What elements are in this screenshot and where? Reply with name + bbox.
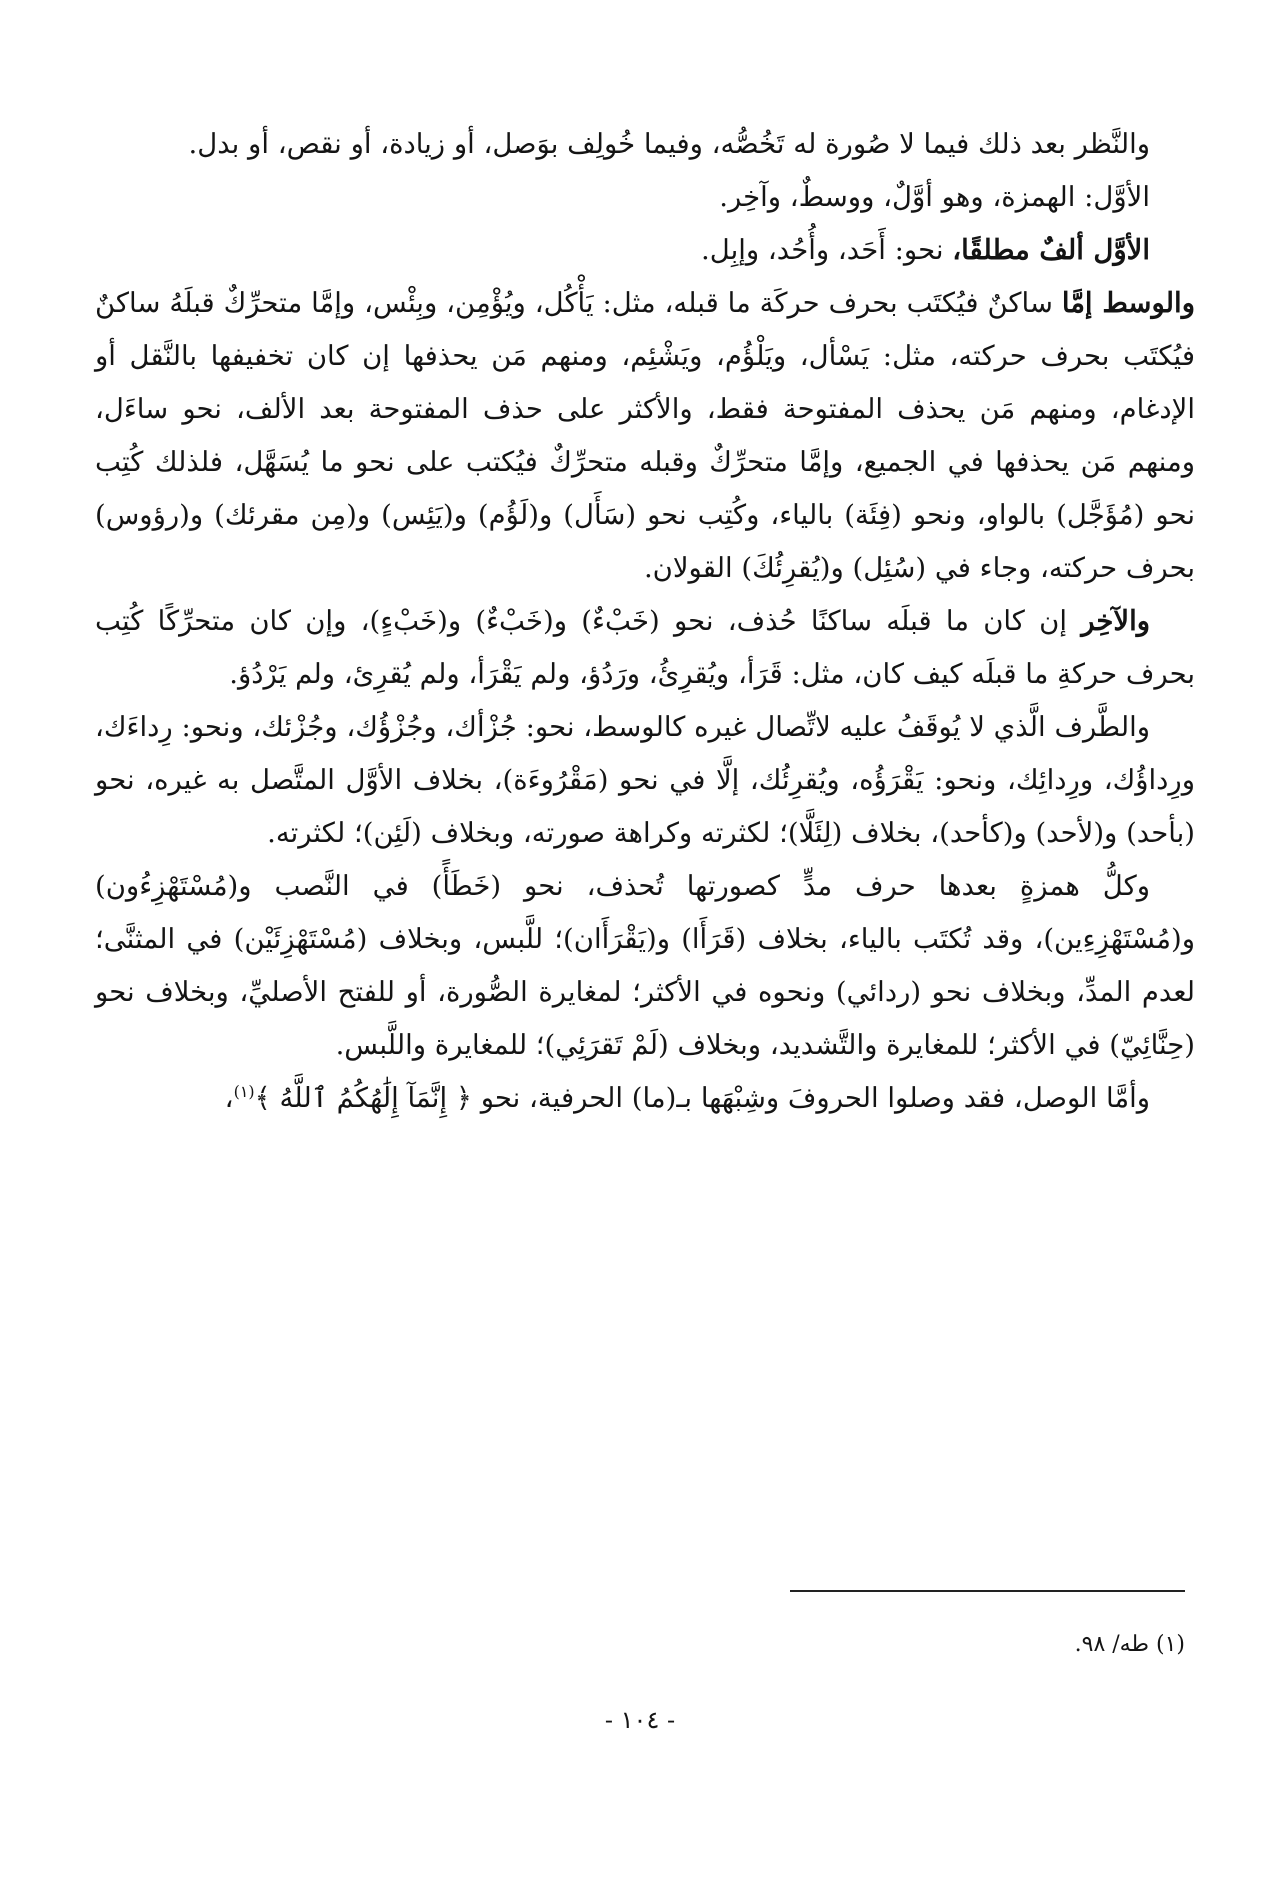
main-text [95,118,1195,1125]
paragraph-2 [95,171,1195,224]
paragraph-1 [95,118,1195,171]
paragraph-3 [95,224,1195,277]
paragraph-5-heading: والآخِر [1081,605,1150,637]
paragraph-8 [95,1072,1195,1125]
paragraph-6 [95,701,1195,860]
paragraph-7 [95,860,1195,1072]
paragraph-8-text: وأمَّا الوصل، فقد وصلوا الحروفَ وشِبْهَها بـ(ما) الحرفية، نحو [471,1082,1150,1114]
paragraph-2-text: الأوَّل: الهمزة، وهو أوَّلٌ، ووسطٌ، وآخِر. [719,181,1150,213]
paragraph-3-text: نحو: أَحَد، وأُحُد، وإبِل. [701,234,953,266]
footnote: (١) طه/ ٩٨. [1074,1632,1185,1657]
footnote-reference[interactable]: (١) [233,1081,255,1101]
paragraph-1-text: والنَّظر بعد ذلك فيما لا صُورة له تَخُصُّه، وفيما خُولِف بوَصل، أو زيادة، أو نقص، أو بدل. [188,128,1150,160]
paragraph-4-text: ساكنٌ فيُكتَب بحرف حركَة ما قبله، مثل: يَأْكُل، ويُؤْمِن، وبِئْس، وإمَّا متحرِّكٌ قبلَهُ ساكنٌ فيُكتَب بحرف حركته، مثل: يَسْأل، ويَلْؤُم، ويَشْئِم، ومنهم مَن يحذفها إن كان تخفيفها بالنَّقل أو الإدغام، ومنهم مَن يحذف المفتوحة فقط، والأكثر على حذف المفتوحة بعد الألف، نحو ساءَل، ومنهم مَن يحذفها في الجميع، وإمَّا متحرِّكٌ وقبله متحرِّكٌ فيُكتب على نحو ما يُسَهَّل، فلذلك كُتِب نحو (مُؤَجَّل) بالواو، ونحو (فِئَة) بالياء، وكُتِب نحو (سَأَل) و(لَؤُم) و(يَئِس) و(مِن مقرئك) و(رؤوس) بحرف حركته، وجاء في (سُئِل) و(يُقرِئُكَ) القولان. [95,287,1195,584]
paragraph-5-text: إن كان ما قبلَه ساكنًا حُذف، نحو (خَبْءٌ) و(خَبْءٌ) و(خَبْءٍ)، وإن كان متحرِّكًا كُتِب بحرف حركةِ ما قبلَه كيف كان، مثل: قَرَأ، ويُقرِئُ، ورَدُؤ، ولم يَقْرَأ، ولم يُقرِئ، ولم يَرْدُؤ. [95,605,1195,690]
paragraph-4-heading: والوسط إمَّا [1061,287,1195,319]
quran-verse: ﴿ إِنَّمَآ إِلَٰهُكُمُ ٱللَّهُ ﴾ [254,1082,472,1114]
page-number: - ١٠٤ - [604,1706,676,1734]
paragraph-6-text: والطَّرف الَّذي لا يُوقَفُ عليه لاتِّصال غيره كالوسط، نحو: جُزْأك، وجُزْؤُك، وجُزْئك، ونحو: رِداءَك، ورِداؤُك، ورِدائِك، ونحو: يَقْرَؤُه، ويُقرِئُك، إلَّا في نحو (مَقْرُوءَة)، بخلاف الأوَّل المتَّصل به غيره، نحو (بأحد) و(لأحد) و(كأحد)، بخلاف (لِئَلَّا)؛ لكثرته وكراهة صورته، وبخلاف (لَئِن)؛ لكثرته. [95,711,1195,849]
footnote-separator [790,1590,1185,1592]
paragraph-5 [95,595,1195,701]
paragraph-8-end: ، [224,1082,234,1114]
paragraph-4 [95,277,1195,595]
paragraph-7-text: وكلُّ همزةٍ بعدها حرف مدٍّ كصورتها تُحذف، نحو (خَطَأً) في النَّصب و(مُسْتَهْزِءُون) و(مُسْتَهْزِءِين)، وقد تُكتَب بالياء، بخلاف (قَرَأَا) و(يَقْرَأَان)؛ للَّبس، وبخلاف (مُسْتَهْزِئَيْن) في المثنَّى؛ لعدم المدِّ، وبخلاف نحو (ردائي) ونحوه في الأكثر؛ لمغايرة الصُّورة، أو للفتح الأصليِّ، وبخلاف نحو (حِنَّائِيّ) في الأكثر؛ للمغايرة والتَّشديد، وبخلاف (لَمْ تَقرَئِي)؛ للمغايرة واللَّبس. [95,870,1195,1061]
paragraph-3-heading: الأوَّل ألفٌ مطلقًا، [952,234,1150,266]
